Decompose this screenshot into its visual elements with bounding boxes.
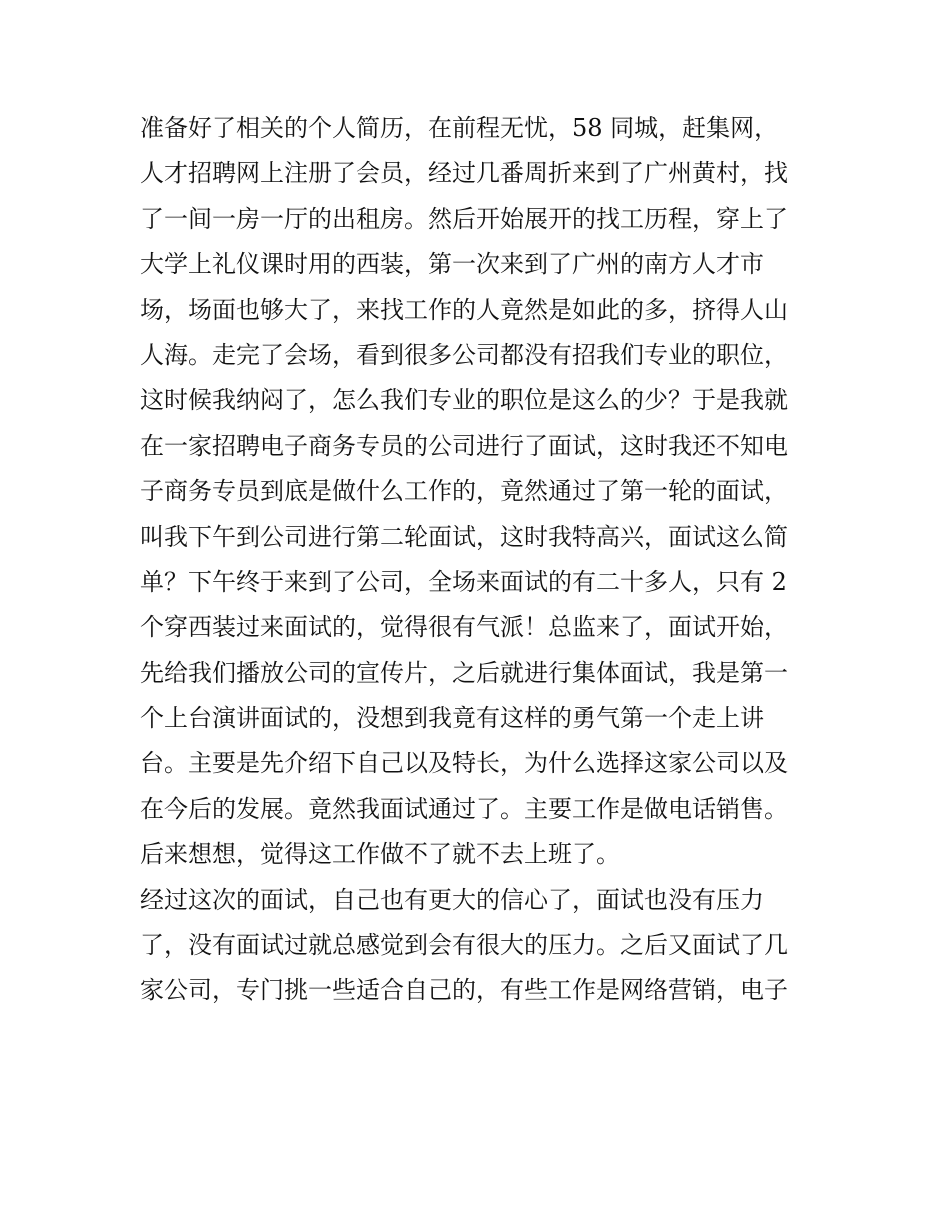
text-line: 这时候我纳闷了，怎么我们专业的职位是这么的少？于是我就 <box>140 386 788 415</box>
text-line: 人才招聘网上注册了会员，经过几番周折来到了广州黄村，找 <box>140 159 788 188</box>
text-line: 子商务专员到底是做什么工作的，竟然通过了第一轮的面试， <box>140 477 788 506</box>
text-line: 先给我们播放公司的宣传片，之后就进行集体面试，我是第一 <box>140 658 788 687</box>
body-text <box>140 106 830 1014</box>
text-line: 后来想想，觉得这工作做不了就不去上班了。 <box>140 840 620 869</box>
text-line: 在今后的发展。竟然我面试通过了。主要工作是做电话销售。 <box>140 794 788 823</box>
text-line: 台。主要是先介绍下自己以及特长，为什么选择这家公司以及 <box>140 749 788 778</box>
text-line: 了，没有面试过就总感觉到会有很大的压力。之后又面试了几 <box>140 931 788 960</box>
text-line: 单？下午终于来到了公司，全场来面试的有二十多人，只有 2 <box>140 567 787 596</box>
text-line: 个穿西装过来面试的，觉得很有气派！总监来了，面试开始， <box>140 613 788 642</box>
text-line: 经过这次的面试，自己也有更大的信心了，面试也没有压力 <box>140 885 764 914</box>
text-line: 人海。走完了会场，看到很多公司都没有招我们专业的职位， <box>140 340 788 369</box>
text-line: 大学上礼仪课时用的西装，第一次来到了广州的南方人才市 <box>140 250 764 279</box>
text-line: 了一间一房一厅的出租房。然后开始展开的找工历程，穿上了 <box>140 204 788 233</box>
text-line: 叫我下午到公司进行第二轮面试，这时我特高兴，面试这么简 <box>140 522 788 551</box>
text-line: 家公司，专门挑一些适合自己的，有些工作是网络营销，电子 <box>140 976 788 1005</box>
text-line: 在一家招聘电子商务专员的公司进行了面试，这时我还不知电 <box>140 431 788 460</box>
text-line: 个上台演讲面试的，没想到我竟有这样的勇气第一个走上讲 <box>140 704 764 733</box>
text-line: 场，场面也够大了，来找工作的人竟然是如此的多，挤得人山 <box>140 295 788 324</box>
text-line: 准备好了相关的个人简历，在前程无忧，58 同城，赶集网， <box>140 114 779 142</box>
